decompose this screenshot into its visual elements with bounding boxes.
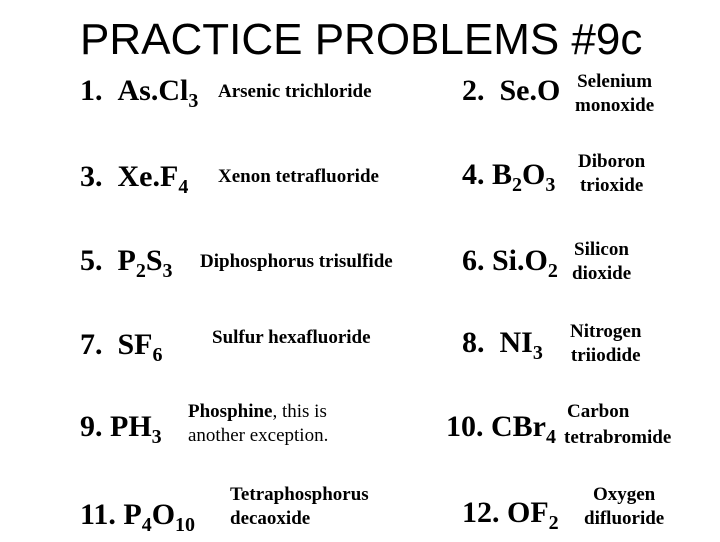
formula-2: 2. Se.O	[462, 74, 561, 107]
formula-5: 5. $P_2S_3$	[80, 244, 173, 282]
name-2: Selenium monoxide	[575, 71, 655, 116]
name-10-line2: tetrabromide	[564, 427, 672, 448]
formula-8: 8. $NI_3$	[462, 326, 543, 364]
name-8: Nitrogen triiodide	[570, 321, 642, 366]
name-7: Sulfur hexafluoride	[212, 327, 371, 348]
formula-12: 12. $OF_2$	[462, 496, 559, 534]
name-4: Diboron trioxide	[578, 151, 646, 196]
name-12: Oxygen difluoride	[584, 484, 665, 529]
formula-1: 1. $As.Cl_3$	[80, 74, 199, 112]
page-title: PRACTICE PROBLEMS #9c	[80, 15, 643, 64]
formula-11: 11. $P_4O_{10}$	[80, 498, 196, 536]
name-3: Xenon tetrafluoride	[218, 166, 379, 187]
formula-10: 10. CBr$_4$	[446, 410, 556, 448]
name-10: Carbon	[567, 401, 630, 422]
formula-6: 6. $Si.O_2$	[462, 244, 558, 282]
name-9: Phosphine, this is another exception.	[188, 401, 329, 446]
formula-7: 7. $SF_6$	[80, 328, 163, 366]
name-5: Diphosphorus trisulfide	[200, 251, 393, 272]
name-11: Tetraphosphorus decaoxide	[230, 484, 369, 529]
name-1: Arsenic trichloride	[218, 81, 372, 102]
name-6: Silicon dioxide	[572, 239, 632, 284]
formula-3: 3. $Xe.F_4$	[80, 160, 189, 198]
formula-9: 9. $PH_3$	[80, 410, 162, 448]
formula-4: 4. $B_2O_3$	[462, 158, 556, 196]
